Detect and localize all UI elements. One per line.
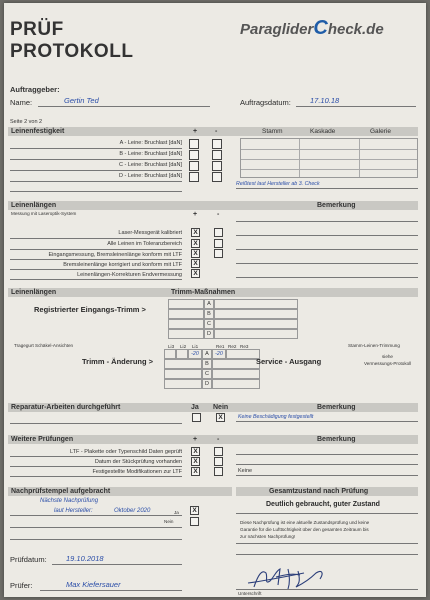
strength-row-b: B - Leine: Bruchlast [daN]: [119, 151, 182, 157]
disclaimer-line: [236, 543, 418, 544]
length-line: [10, 259, 182, 260]
length-row-3: Eingangsmessung, Bremsleinenlänge konform mit LTF: [48, 252, 182, 258]
length-1-minus-checkbox[interactable]: [214, 228, 223, 237]
col-stamm: Stamm: [262, 128, 283, 135]
logo-text-left: Paraglider: [240, 21, 314, 38]
length-remarks-line: [236, 221, 418, 222]
change-letter-c: C: [202, 369, 212, 379]
further-note: Keine: [238, 468, 253, 474]
trim-cell: [164, 349, 176, 359]
length-remarks-line: [236, 277, 418, 278]
length-4-plus-checkbox[interactable]: X: [191, 259, 200, 268]
inspector-label: Prüfer:: [10, 581, 33, 590]
strength-row-c: C - Leine: Bruchlast [daN]: [119, 162, 182, 168]
line-lengths-title: Leinenlängen: [11, 202, 57, 209]
strength-d-plus-checkbox[interactable]: [189, 172, 199, 182]
repair-title: Reparatur-Arbeiten durchgeführt: [11, 404, 121, 411]
trim-letter-b: B: [204, 309, 214, 319]
strength-d-minus-checkbox[interactable]: [212, 172, 222, 182]
inspection-date-value: 19.10.2018: [66, 554, 104, 563]
further-2-checkbox[interactable]: X: [191, 457, 200, 466]
line-strength-title: Leinenfestigkeit: [11, 128, 65, 135]
repair-nein: Nein: [213, 404, 229, 411]
strength-b-plus-checkbox[interactable]: [189, 150, 199, 160]
trim-cell: [168, 329, 204, 339]
trim-cell: [214, 319, 298, 329]
trim-section-title: Leinenlängen: [11, 289, 57, 296]
stamp-title: Nachprüfstempel aufgebracht: [11, 488, 111, 495]
protocol-ref-label: Vermessungs-Protokoll: [364, 361, 412, 366]
trim-letter-d: D: [204, 329, 214, 339]
strength-line: [10, 191, 182, 192]
service-exit-label: Service - Ausgang: [256, 357, 322, 366]
strength-row-a: A - Leine: Bruchlast [daN]: [119, 140, 182, 146]
strength-line: [10, 170, 182, 171]
overall-verdict: Deutlich gebraucht, guter Zustand: [266, 501, 380, 508]
overall-title: Gesamtzustand nach Prüfung: [269, 488, 369, 495]
stamp-line: [10, 539, 182, 540]
further-remarks-line: [236, 454, 418, 455]
tragegurt-label: Tragegurt Schäkel-Ansichten: [14, 343, 74, 348]
per-manufacturer-label: laut Hersteller:: [54, 508, 93, 514]
repair-note-line: [236, 421, 418, 422]
repair-note: Keine Beschädigung festgestellt: [238, 414, 314, 420]
siehe-label: siehe: [382, 354, 393, 359]
trim-cell: [214, 309, 298, 319]
trim-letter-a: A: [204, 299, 214, 309]
registered-trim-label: Registrierter Eingangs-Trimm >: [34, 305, 146, 314]
inspector-line: [40, 590, 182, 591]
length-line: [10, 238, 182, 239]
strength-line: [10, 159, 182, 160]
page-indicator: Seite 2 von 2: [10, 119, 43, 125]
further-remarks: Bemerkung: [317, 436, 356, 443]
trim-cell: [212, 379, 260, 389]
li1-a-value: -20: [188, 349, 202, 359]
inspector-value: Max Kiefersauer: [66, 580, 121, 589]
order-date-line: [296, 106, 416, 107]
title-line-2: PROTOKOLL: [10, 41, 134, 62]
repair-ja-checkbox[interactable]: [192, 413, 201, 422]
disclaimer-3: zur nächsten Nachprüfung!: [240, 534, 296, 539]
length-line: [10, 249, 182, 250]
further-2-minus-checkbox[interactable]: [214, 457, 223, 466]
grid-row-divider: [241, 149, 417, 150]
line-strength-plus: +: [193, 128, 198, 135]
further-row-2: Datum der Stückprüfung vorhanden: [94, 459, 182, 465]
strength-a-plus-checkbox[interactable]: [189, 139, 199, 149]
strength-values-grid: [240, 138, 418, 178]
further-plus: +: [193, 436, 198, 443]
order-date-label: Auftragsdatum:: [240, 98, 291, 107]
length-row-5: Leinenlängen-Korrekturen Endvermessung: [77, 272, 182, 278]
strength-note-line: [236, 188, 418, 189]
inspection-date-line: [52, 564, 182, 565]
further-line: [10, 476, 182, 477]
grid-row-divider: [241, 159, 417, 160]
col-re2: Re2: [228, 344, 237, 349]
stamm-trim-label: Stamm-Leinen-Trimmung: [348, 343, 400, 348]
repair-line: [10, 423, 182, 424]
trim-letter-c: C: [204, 319, 214, 329]
disclaimer-1: Diese Nachprüfung ist eine aktuelle Zustandsprüfung und keine: [240, 520, 370, 525]
logo-c-mark: C: [313, 17, 328, 39]
name-value: Gertin Ted: [64, 96, 99, 105]
length-3-minus-checkbox[interactable]: [214, 249, 223, 258]
length-1-plus-checkbox[interactable]: X: [191, 228, 200, 237]
strength-note: Reißtest laut Hersteller ab 3. Check: [236, 181, 320, 187]
length-row-1: Laser-Messgerät kalibriert: [118, 230, 182, 236]
trim-cell: [226, 349, 260, 359]
name-label: Name:: [10, 98, 33, 107]
stamp-nein-label: Nein: [164, 519, 174, 524]
further-minus: -: [217, 436, 220, 443]
trim-cell: [168, 299, 204, 309]
further-1-minus-checkbox[interactable]: [214, 447, 223, 456]
strength-b-minus-checkbox[interactable]: [212, 150, 222, 160]
trim-cell: [164, 359, 202, 369]
length-2-minus-checkbox[interactable]: [214, 239, 223, 248]
trim-cell: [212, 359, 260, 369]
trim-cell: [168, 319, 204, 329]
verdict-line: [236, 513, 418, 514]
change-letter-a: A: [202, 349, 212, 359]
inspection-date-label: Prüfdatum:: [10, 555, 47, 564]
col-li1: Li1: [192, 344, 199, 349]
line-strength-minus: -: [215, 128, 218, 135]
change-letter-b: B: [202, 359, 212, 369]
repair-remarks: Bemerkung: [317, 404, 356, 411]
stamp-nein-checkbox[interactable]: [190, 517, 199, 526]
stamp-line: [10, 527, 182, 528]
stamp-ja-label: Ja: [174, 510, 179, 515]
further-line: [10, 466, 182, 467]
line-lengths-subtitle: Messung mit Laseroptik-System: [11, 211, 77, 216]
repair-nein-checkbox[interactable]: X: [216, 413, 225, 422]
change-letter-d: D: [202, 379, 212, 389]
length-line: [10, 269, 182, 270]
further-row-3: Festigestellte Modifikationen zur LTF: [92, 469, 182, 475]
disclaimer-line: [236, 554, 418, 555]
disclaimer-2: Garantie für die Lufttüchtigkeit über den gesamten Zeitraum bis: [240, 527, 369, 532]
col-li3: Li3: [168, 344, 175, 349]
length-remarks-line: [236, 235, 418, 236]
line-lengths-plus: +: [193, 211, 198, 218]
further-title: Weitere Prüfungen: [11, 436, 74, 443]
re1-a-value: -20: [212, 349, 226, 359]
length-2-plus-checkbox[interactable]: X: [191, 239, 200, 248]
length-remarks-line: [236, 249, 418, 250]
col-kaskade: Kaskade: [310, 128, 336, 135]
grid-col-divider: [359, 139, 360, 177]
trim-cell: [164, 369, 202, 379]
order-date-value: 17.10.18: [310, 96, 340, 105]
stamp-ja-checkbox[interactable]: X: [190, 506, 199, 515]
signature-label: Unterschrift: [238, 591, 262, 596]
title-line-1: PRÜF: [10, 19, 64, 40]
trim-cell: [214, 329, 298, 339]
further-3-checkbox[interactable]: X: [191, 467, 200, 476]
length-row-2: Alle Leinen im Toleranzbereich: [107, 241, 182, 247]
strength-a-minus-checkbox[interactable]: [212, 139, 222, 149]
col-re3: Re3: [240, 344, 249, 349]
trim-change-label: Trimm - Änderung >: [82, 357, 154, 366]
length-line: [10, 279, 182, 280]
name-line: [38, 106, 210, 107]
further-1-checkbox[interactable]: X: [191, 447, 200, 456]
line-lengths-remarks: Bemerkung: [317, 202, 356, 209]
col-galerie: Galerie: [370, 128, 391, 135]
col-re1: Re1: [216, 344, 225, 349]
length-3-plus-checkbox[interactable]: X: [191, 249, 200, 258]
signature-line: [236, 589, 418, 590]
registered-trim-grid: [168, 299, 298, 339]
client-section-label: Auftraggeber:: [10, 85, 60, 94]
line-lengths-minus: -: [217, 211, 220, 218]
further-row-1: LTF - Plakette oder Typenschild Daten geprüft: [70, 449, 182, 455]
trim-cell: [168, 309, 204, 319]
trim-cell: [212, 369, 260, 379]
logo-text-right: heck.de: [327, 21, 384, 38]
grid-col-divider: [299, 139, 300, 177]
line-lengths-bar: [8, 201, 418, 210]
stamp-line: [10, 515, 182, 516]
strength-line: [10, 148, 182, 149]
strength-row-d: D - Leine: Bruchlast [daN]: [119, 173, 182, 179]
trim-cell: [176, 349, 188, 359]
further-line: [10, 456, 182, 457]
trim-cell: [164, 379, 202, 389]
inspection-sheet: [4, 3, 426, 597]
grid-row-divider: [241, 169, 417, 170]
next-inspection-date: Oktober 2020: [114, 508, 151, 514]
next-inspection-label: Nächste Nachprüfung: [40, 498, 99, 504]
trim-change-grid: [164, 349, 260, 389]
col-li2: Li2: [180, 344, 187, 349]
brand-logo: [240, 17, 384, 40]
strength-c-plus-checkbox[interactable]: [189, 161, 199, 171]
strength-line: [10, 181, 182, 182]
further-remarks-line: [236, 475, 418, 476]
trim-cell: [214, 299, 298, 309]
strength-c-minus-checkbox[interactable]: [212, 161, 222, 171]
length-5-plus-checkbox[interactable]: X: [191, 269, 200, 278]
repair-ja: Ja: [191, 404, 199, 411]
further-remarks-line: [236, 464, 418, 465]
further-3-minus-checkbox[interactable]: [214, 467, 223, 476]
length-row-4: Bremsleinenlänge korrigiert und konform mit LTF: [63, 262, 182, 268]
trim-measures-header: Trimm-Maßnahmen: [171, 289, 236, 296]
length-remarks-line: [236, 263, 418, 264]
